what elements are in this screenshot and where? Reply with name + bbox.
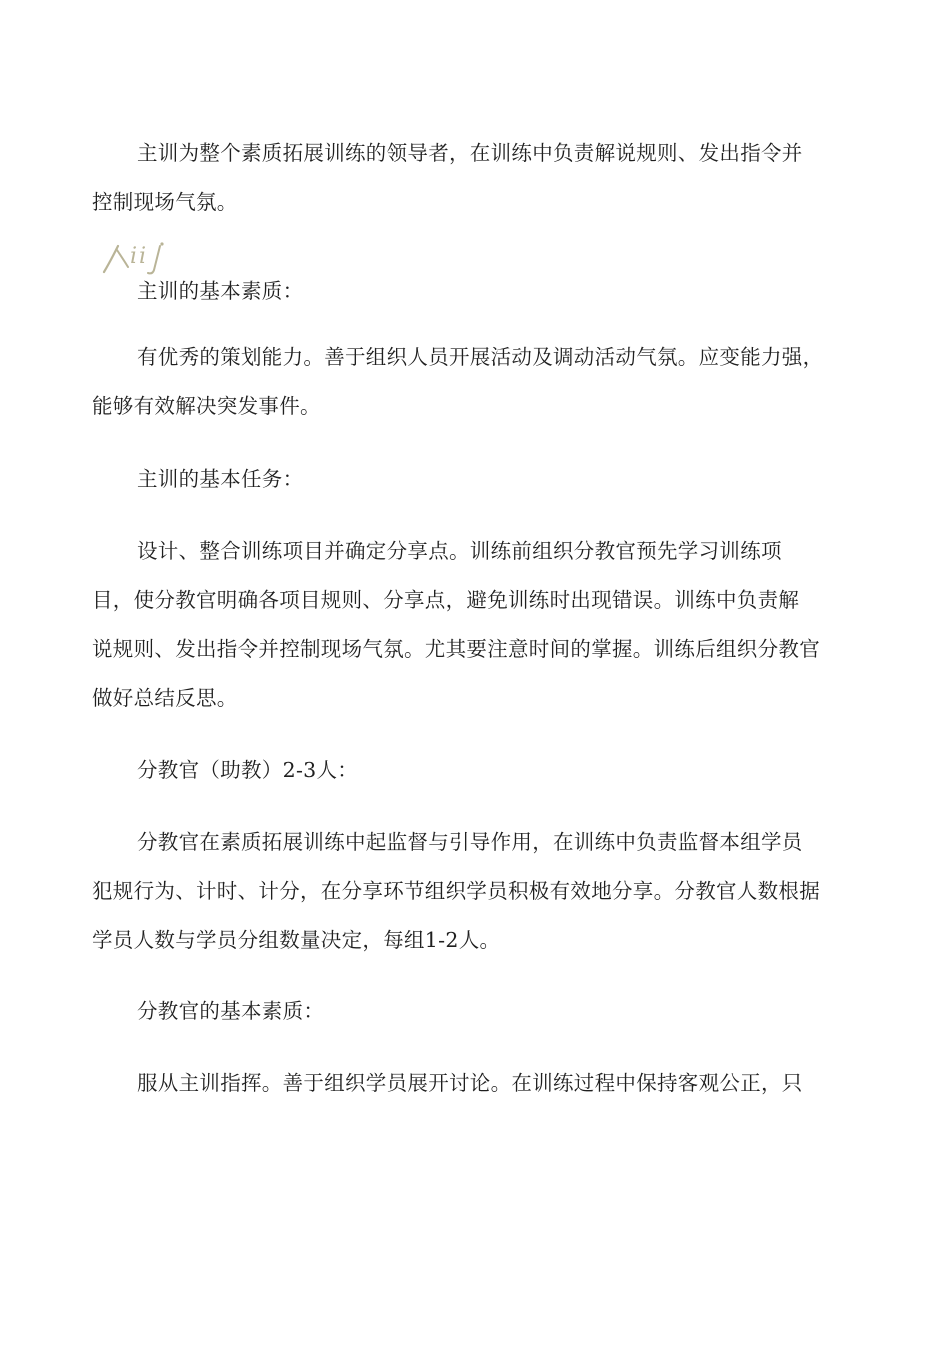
paragraph-heading-qualities xyxy=(92,267,862,316)
text-line: 说规则、发出指令并控制现场气氛。尤其要注意时间的掌握。训练后组织分教官 xyxy=(92,637,820,661)
paragraph-heading-assistant-qualities xyxy=(92,987,862,1036)
paragraph-assistants xyxy=(92,818,862,965)
paragraph-tasks xyxy=(92,527,862,723)
text-line: 犯规行为、计时、计分，在分享环节组织学员积极有效地分享。分教官人数根据 xyxy=(92,879,820,903)
text-line: 主训为整个素质拓展训练的领导者，在训练中负责解说规则、发出指令并 xyxy=(137,141,803,165)
text-line: 服从主训指挥。善于组织学员展开讨论。在训练过程中保持客观公正，只 xyxy=(137,1071,803,1095)
text-line: 控制现场气氛。 xyxy=(92,190,238,214)
text-line: 分教官的基本素质： xyxy=(137,999,325,1023)
text-line: 分教官在素质拓展训练中起监督与引导作用，在训练中负责监督本组学员 xyxy=(137,830,803,854)
mark-text: ii xyxy=(130,244,149,269)
paragraph-heading-assistants xyxy=(92,746,862,795)
paragraph-intro xyxy=(92,129,862,227)
text-line: 分教官（助教）2-3人： xyxy=(137,758,359,782)
text-line: 主训的基本任务： xyxy=(137,467,304,491)
text-line: 设计、整合训练项目并确定分享点。训练前组织分教官预先学习训练项 xyxy=(137,539,782,563)
text-line: 做好总结反思。 xyxy=(92,686,238,710)
text-line: 主训的基本素质： xyxy=(137,279,304,303)
paragraph-assistant-qualities xyxy=(92,1059,862,1108)
paragraph-qualities xyxy=(92,333,862,431)
text-line: 能够有效解决突发事件。 xyxy=(92,394,321,418)
text-line: 目，使分教官明确各项目规则、分享点，避免训练时出现错误。训练中负责解 xyxy=(92,588,800,612)
text-line: 有优秀的策划能力。善于组织人员开展活动及调动活动气氛。应变能力强， xyxy=(137,345,824,369)
paragraph-heading-tasks xyxy=(92,455,862,504)
text-line: 学员人数与学员分组数量决定，每组1-2人。 xyxy=(92,928,501,952)
